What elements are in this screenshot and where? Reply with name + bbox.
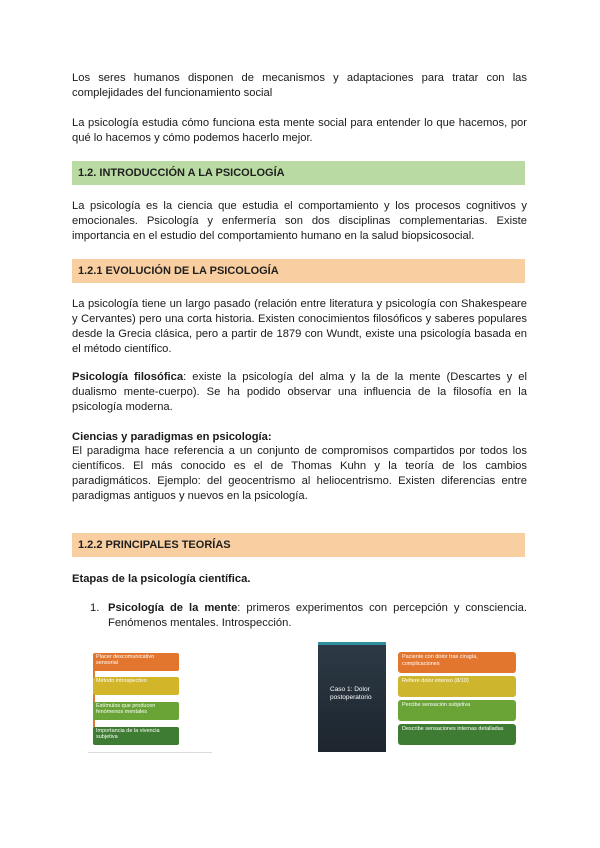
list-item-term: Psicología de la mente — [108, 602, 238, 614]
diagram-step-box: Importancia de la vivencia subjetiva — [93, 727, 179, 745]
section-1-2-paragraph: La psicología es la ciencia que estudia el comportamiento y los procesos cognitivos y emocionales. Psicología y enfermería son dos disciplinas complementarias. Existe importancia en el estudio del comportamiento humano en la salud biopsicosocial. — [72, 200, 527, 242]
figure-process-diagram — [88, 645, 212, 753]
section-heading-1-2: 1.2. INTRODUCCIÓN A LA PSICOLOGÍA — [72, 161, 525, 185]
psicologia-filosofica-text: : existe la psicología del alma y la de la mente (Descartes y el dualismo mente-cuerpo). Se ha podido observar una influencia de la filosofía en la psicología moderna. — [72, 371, 527, 413]
diagram-step-box: Método introspectivo — [93, 677, 179, 695]
list-item — [90, 601, 527, 633]
paradigmas-heading: Ciencias y paradigmas en psicología: — [72, 431, 272, 443]
case-detail-box: Describe sensaciones internas detalladas — [398, 724, 516, 745]
psicologia-filosofica-term: Psicología filosófica — [72, 371, 184, 383]
etapas-heading: Etapas de la psicología científica. — [72, 573, 251, 585]
diagram-step-box: Placer descomunicativo sensorial — [93, 653, 179, 671]
list-item-description: : primeros experimentos con percepción y consciencia. Fenómenos mentales. Introspección. — [108, 602, 527, 629]
paradigmas-paragraph: El paradigma hace referencia a un conjunto de compromisos compartidos por todos los científicos. El más conocido es el de Thomas Kuhn y la teoría de los cambios paradigmáticos. Ejemplo: del geocentrismo al heliocentrismo. Existen diferencias entre paradigmas antiguos y nuevos en la psicología. — [72, 445, 527, 502]
case-detail-box: Refiere dolor intenso (8/10) — [398, 676, 516, 697]
case-panel-label: Caso 1: Dolor postoperatorio — [330, 686, 372, 701]
panel-accent-bar — [318, 642, 386, 645]
section-heading-1-2-1: 1.2.1 EVOLUCIÓN DE LA PSICOLOGÍA — [72, 259, 525, 283]
intro-paragraph-2: La psicología estudia cómo funciona esta mente social para entender lo que hacemos, por qué lo hacemos y cómo podemos hacerlo mejor. — [72, 117, 527, 144]
psicologia-filosofica-paragraph — [72, 370, 527, 415]
list-item-number: 1. — [90, 602, 100, 614]
section-1-2-1-paragraph: La psicología tiene un largo pasado (relación entre literatura y psicología con Shakespeare y Cervantes) pero una corta historia. Existen conocimientos filosóficos y saberes populares desde la Grecia clásica, pero a partir de 1879 con Wundt, existe una psicología basada en el método científico. — [72, 298, 527, 355]
diagram-step-box: Estímulos que producen fenómenos mentales — [93, 702, 179, 720]
intro-paragraph-1: Los seres humanos disponen de mecanismos y adaptaciones para tratar con las complejidades del funcionamiento social — [72, 72, 527, 99]
case-detail-box: Paciente con dolor tras cirugía, complicaciones — [398, 652, 516, 673]
figure-case-panel — [318, 642, 386, 752]
section-heading-1-2-2: 1.2.2 PRINCIPALES TEORÍAS — [72, 533, 525, 557]
list-item-text — [108, 601, 527, 631]
case-detail-box: Percibe sensación subjetiva — [398, 700, 516, 721]
